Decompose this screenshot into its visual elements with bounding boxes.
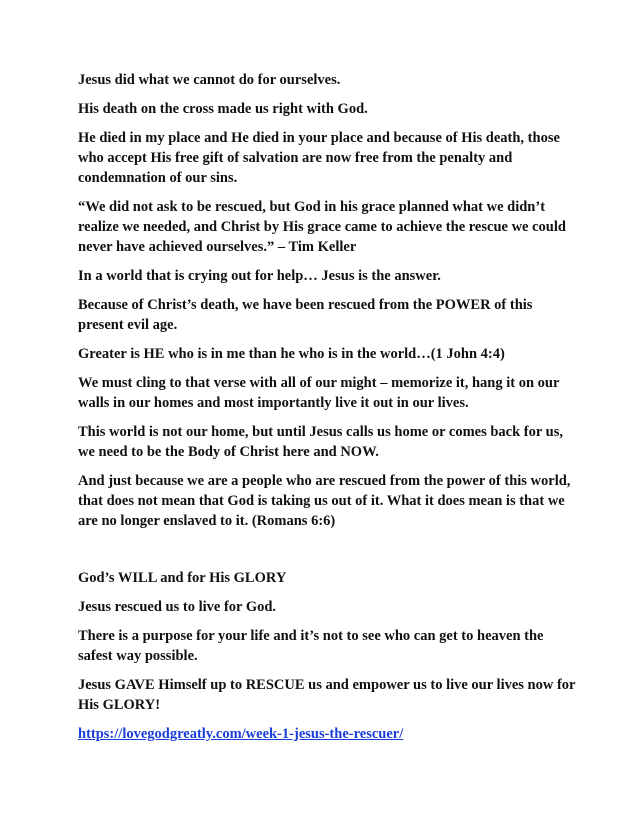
paragraph: We must cling to that verse with all of our might – memorize it, hang it on our walls in our homes and most importantly live it out in our lives. [78, 375, 560, 411]
quote-paragraph: “We did not ask to be rescued, but God in his grace planned what we didn’t realize we needed, and Christ by His grace came to achieve the rescue we could never have achieved ourselves.” – Tim Keller [78, 199, 566, 255]
paragraph: Jesus did what we cannot do for ourselves. [78, 72, 341, 88]
paragraph: And just because we are a people who are rescued from the power of this world, that does not mean that God is taking us out of it. What it does mean is that we are no longer enslaved to it. (Romans 6:6) [78, 473, 571, 529]
document-page [78, 70, 578, 753]
section-heading: God’s WILL and for His GLORY [78, 570, 287, 586]
paragraph: There is a purpose for your life and it’s not to see who can get to heaven the safest way possible. [78, 628, 544, 664]
paragraph: Jesus rescued us to live for God. [78, 599, 277, 615]
source-link[interactable]: https://lovegodgreatly.com/week-1-jesus-the-rescuer/ [78, 726, 404, 742]
paragraph: His death on the cross made us right with God. [78, 101, 368, 117]
paragraph: This world is not our home, but until Jesus calls us home or comes back for us, we need to be the Body of Christ here and NOW. [78, 424, 564, 460]
paragraph: Because of Christ’s death, we have been rescued from the POWER of this present evil age. [78, 297, 533, 333]
paragraph: In a world that is crying out for help… Jesus is the answer. [78, 268, 441, 284]
section-spacer [78, 540, 578, 568]
paragraph: He died in my place and He died in your place and because of His death, those who accept His free gift of salvation are now free from the penalty and condemnation of our sins. [78, 130, 560, 186]
paragraph: Jesus GAVE Himself up to RESCUE us and empower us to live our lives now for His GLORY! [78, 677, 576, 713]
scripture-reference: Greater is HE who is in me than he who is in the world…(1 John 4:4) [78, 346, 505, 362]
link-paragraph [78, 724, 578, 744]
